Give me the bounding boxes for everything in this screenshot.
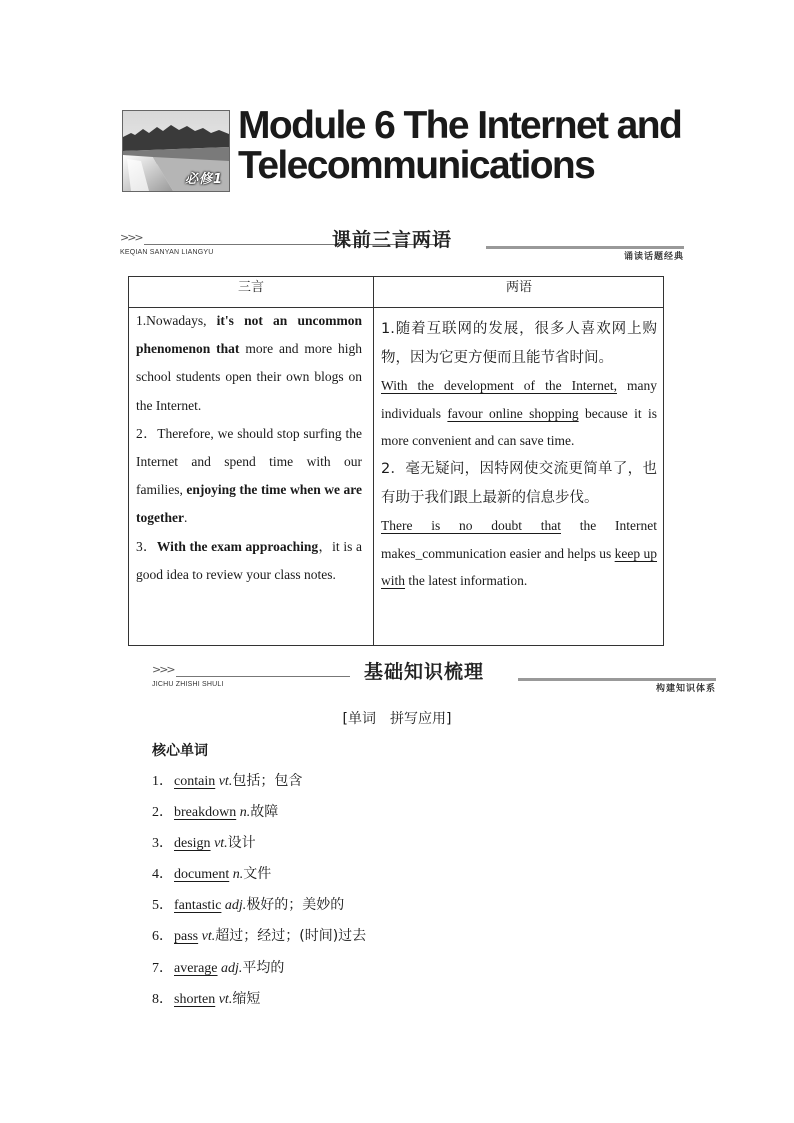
answer-blank: design bbox=[174, 836, 211, 852]
answer-blank: favour online shopping bbox=[447, 405, 579, 421]
key-phrase: enjoying the time when we are together bbox=[136, 482, 362, 526]
module-header bbox=[122, 106, 702, 196]
answer-blank: breakdown bbox=[174, 805, 237, 821]
phrase-table bbox=[128, 276, 664, 646]
key-phrase: With the exam approaching bbox=[156, 538, 319, 554]
answer-blank: document bbox=[174, 867, 230, 883]
liangyu-english-2: There is no doubt that the Internet makes_communication easier and helps us keep up with the latest information. bbox=[381, 518, 658, 589]
chevrons-icon: >>> bbox=[120, 231, 142, 244]
list-item: 8．shorten vt.缩短 bbox=[152, 990, 261, 1007]
table-column-divider bbox=[373, 277, 374, 645]
answer-blank: average bbox=[174, 960, 218, 976]
table-header-row bbox=[129, 277, 663, 308]
banner-title: 课前三言两语 bbox=[332, 229, 453, 251]
answer-blank: shorten bbox=[174, 991, 216, 1007]
liangyu-chinese-1: 1.随着互联网的发展，很多人喜欢网上购物，因为它更方便而且能节省时间。 bbox=[381, 321, 657, 366]
list-item: 6．pass vt.超过；经过；(时间)过去 bbox=[152, 928, 367, 945]
textbook-volume-label: 必修1 bbox=[184, 172, 223, 187]
section-banner-basics bbox=[152, 661, 716, 694]
sanyan-sentence-2: 2．Therefore, we should stop surfing the Internet and spend time with our families, enjoying the time when we are together. bbox=[136, 425, 362, 526]
banner-pinyin: KEQIAN SANYAN LIANGYU bbox=[120, 249, 214, 256]
sanyan-sentence-1: 1.Nowadays, it's not an uncommon phenomenon that more and more high school students open their own blogs on the Internet. bbox=[136, 313, 362, 413]
table-cell-sanyan bbox=[136, 307, 362, 589]
list-item: 4．document n.文件 bbox=[152, 866, 272, 883]
answer-blank: pass bbox=[174, 929, 199, 945]
list-item: 1．contain vt.包括；包含 bbox=[152, 773, 303, 789]
section-banner-preview bbox=[120, 229, 684, 262]
banner-pinyin: JICHU ZHISHI SHULI bbox=[152, 681, 224, 688]
list-item: 5．fantastic adj.极好的；美妙的 bbox=[152, 897, 345, 914]
list-item: 2．breakdown n.故障 bbox=[152, 804, 279, 821]
liangyu-english-1: With the development of the Internet, many individuals favour online shopping because it is more convenient and can save time. bbox=[381, 378, 658, 449]
list-item: 3．design vt.设计 bbox=[152, 835, 256, 852]
waterfall-photo bbox=[122, 110, 230, 192]
module-title-line-2: Telecommunications bbox=[238, 144, 595, 187]
sanyan-sentence-3: 3．With the exam approaching，it is a good idea to review your class notes. bbox=[136, 538, 362, 582]
table-cell-liangyu bbox=[381, 315, 657, 595]
banner-divider-left bbox=[176, 676, 350, 677]
table-header-sanyan: 三言 bbox=[237, 280, 264, 295]
list-item: 7．average adj.平均的 bbox=[152, 959, 285, 976]
banner-title: 基础知识梳理 bbox=[364, 661, 485, 683]
banner-right-label: 诵读话题经典 bbox=[623, 252, 684, 262]
core-word-list bbox=[152, 770, 366, 1019]
answer-blank: There is no doubt that bbox=[381, 518, 561, 534]
module-title-line-1: Module 6 The Internet and bbox=[238, 104, 682, 147]
module-title bbox=[238, 106, 681, 186]
key-phrase: it's not an uncommon phenomenon that bbox=[136, 313, 362, 357]
answer-blank: contain bbox=[174, 774, 216, 789]
vocab-sub-heading: [单词 拼写应用] bbox=[342, 711, 452, 727]
liangyu-chinese-2: 2．毫无疑问，因特网使交流更简单了，也有助于我们跟上最新的信息步伐。 bbox=[381, 460, 657, 506]
answer-blank: With the development of the Internet, bbox=[381, 378, 617, 394]
banner-right-label: 构建知识体系 bbox=[655, 684, 716, 694]
chevrons-icon: >>> bbox=[152, 663, 174, 676]
core-words-heading: 核心单词 bbox=[152, 743, 208, 759]
answer-blank: fantastic bbox=[174, 898, 222, 914]
table-header-liangyu: 两语 bbox=[505, 280, 532, 295]
answer-blank: keep up with bbox=[381, 545, 658, 589]
